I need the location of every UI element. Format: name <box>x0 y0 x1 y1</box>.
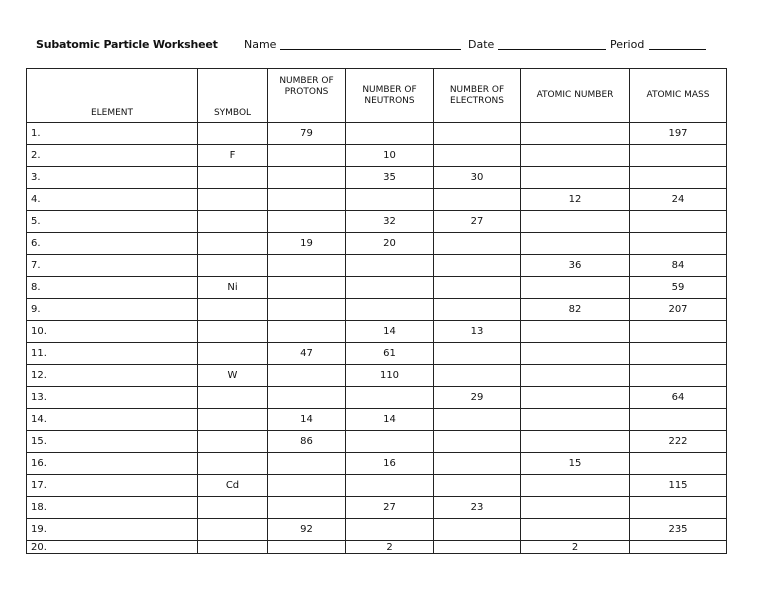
table-row <box>27 211 727 233</box>
table-cell-atomic-mass: 64 <box>630 387 727 409</box>
table-cell-atomic-mass[interactable] <box>630 233 727 255</box>
table-cell-atomic-number[interactable] <box>521 233 630 255</box>
table-cell-electrons[interactable] <box>434 299 521 321</box>
table-cell-electrons[interactable] <box>434 365 521 387</box>
table-cell-atomic-mass[interactable] <box>630 343 727 365</box>
table-cell-atomic-mass: 197 <box>630 123 727 145</box>
table-cell-atomic-mass[interactable] <box>630 211 727 233</box>
col-atomic-mass-header <box>630 69 727 123</box>
table-cell-atomic-number[interactable] <box>521 497 630 519</box>
table-cell-electrons[interactable] <box>434 431 521 453</box>
table-cell-element: 10. <box>27 321 198 343</box>
name-label: Name <box>244 38 277 51</box>
table-cell-symbol[interactable] <box>198 123 268 145</box>
table-cell-electrons[interactable] <box>434 145 521 167</box>
table-cell-protons[interactable] <box>268 167 346 189</box>
table-cell-neutrons[interactable] <box>346 123 434 145</box>
table-cell-symbol[interactable] <box>198 255 268 277</box>
table-cell-protons[interactable] <box>268 299 346 321</box>
table-cell-symbol[interactable] <box>198 497 268 519</box>
table-cell-atomic-number[interactable] <box>521 321 630 343</box>
table-row <box>27 277 727 299</box>
table-cell-electrons[interactable] <box>434 409 521 431</box>
header-label-line1: ATOMIC NUMBER <box>536 90 614 100</box>
table-cell-electrons: 13 <box>434 321 521 343</box>
table-cell-element: 6. <box>27 233 198 255</box>
table-cell-symbol: Cd <box>198 475 268 497</box>
table-cell-element: 5. <box>27 211 198 233</box>
table-row <box>27 343 727 365</box>
worksheet-header <box>36 36 736 54</box>
table-row <box>27 299 727 321</box>
table-cell-element: 8. <box>27 277 198 299</box>
table-cell-atomic-number: 82 <box>521 299 630 321</box>
table-cell-atomic-number[interactable] <box>521 519 630 541</box>
header-label-line2: ELECTRONS <box>450 95 504 106</box>
col-element-header <box>27 69 198 123</box>
table-cell-element: 15. <box>27 431 198 453</box>
table-cell-element: 7. <box>27 255 198 277</box>
period-blank[interactable] <box>649 49 706 50</box>
table-cell-neutrons: 10 <box>346 145 434 167</box>
table-cell-electrons[interactable] <box>434 453 521 475</box>
table-cell-symbol[interactable] <box>198 233 268 255</box>
table-cell-neutrons[interactable] <box>346 431 434 453</box>
table-cell-neutrons: 14 <box>346 321 434 343</box>
table-cell-symbol[interactable] <box>198 519 268 541</box>
table-cell-symbol[interactable] <box>198 189 268 211</box>
table-cell-element: 12. <box>27 365 198 387</box>
date-label: Date <box>468 38 495 51</box>
table-cell-atomic-number: 15 <box>521 453 630 475</box>
table-cell-protons: 79 <box>268 123 346 145</box>
table-cell-protons[interactable] <box>268 321 346 343</box>
table-row <box>27 519 727 541</box>
header-label-line1: NUMBER OF <box>362 84 417 95</box>
table-row <box>27 541 727 554</box>
table-cell-symbol[interactable] <box>198 211 268 233</box>
table-cell-protons[interactable] <box>268 475 346 497</box>
table-cell-electrons: 27 <box>434 211 521 233</box>
table-cell-electrons[interactable] <box>434 255 521 277</box>
table-cell-element: 1. <box>27 123 198 145</box>
table-cell-atomic-number[interactable] <box>521 431 630 453</box>
table-cell-atomic-mass: 59 <box>630 277 727 299</box>
table-row <box>27 365 727 387</box>
table-cell-symbol: W <box>198 365 268 387</box>
table-cell-element: 3. <box>27 167 198 189</box>
table-cell-protons[interactable] <box>268 365 346 387</box>
table-cell-atomic-mass: 84 <box>630 255 727 277</box>
table-cell-electrons[interactable] <box>434 233 521 255</box>
table-cell-atomic-number: 36 <box>521 255 630 277</box>
header-label-line1: NUMBER OF <box>279 76 334 86</box>
worksheet-title: Subatomic Particle Worksheet <box>36 38 218 51</box>
table-cell-atomic-mass[interactable] <box>630 365 727 387</box>
table-cell-protons[interactable] <box>268 277 346 299</box>
table-cell-protons: 14 <box>268 409 346 431</box>
header-label-line1: SYMBOL <box>213 108 252 118</box>
table-cell-element: 2. <box>27 145 198 167</box>
table-cell-neutrons: 61 <box>346 343 434 365</box>
table-cell-protons[interactable] <box>268 497 346 519</box>
table-cell-atomic-mass[interactable] <box>630 167 727 189</box>
table-cell-atomic-number[interactable] <box>521 409 630 431</box>
table-cell-element: 4. <box>27 189 198 211</box>
table-cell-atomic-mass[interactable] <box>630 453 727 475</box>
table-cell-neutrons: 32 <box>346 211 434 233</box>
table-cell-electrons: 23 <box>434 497 521 519</box>
table-cell-atomic-number[interactable] <box>521 167 630 189</box>
table-row <box>27 255 727 277</box>
table-cell-element: 16. <box>27 453 198 475</box>
table-row <box>27 409 727 431</box>
table-cell-protons[interactable] <box>268 145 346 167</box>
table-cell-atomic-number[interactable] <box>521 145 630 167</box>
table-cell-atomic-number[interactable] <box>521 365 630 387</box>
table-cell-neutrons: 35 <box>346 167 434 189</box>
table-cell-element: 13. <box>27 387 198 409</box>
table-cell-atomic-mass[interactable] <box>630 497 727 519</box>
table-cell-protons: 47 <box>268 343 346 365</box>
table-cell-element: 17. <box>27 475 198 497</box>
table-row <box>27 475 727 497</box>
table-row <box>27 497 727 519</box>
period-label: Period <box>610 38 645 51</box>
table-cell-neutrons[interactable] <box>346 189 434 211</box>
table-cell-protons[interactable] <box>268 387 346 409</box>
table-cell-neutrons[interactable] <box>346 519 434 541</box>
table-cell-atomic-number: 12 <box>521 189 630 211</box>
col-protons-header <box>268 69 346 123</box>
table-cell-atomic-number[interactable] <box>521 475 630 497</box>
table-cell-neutrons: 2 <box>346 541 434 554</box>
table-cell-protons: 92 <box>268 519 346 541</box>
table-cell-atomic-number[interactable] <box>521 343 630 365</box>
table-cell-symbol[interactable] <box>198 167 268 189</box>
table-row <box>27 431 727 453</box>
table-row <box>27 189 727 211</box>
table-cell-atomic-number[interactable] <box>521 211 630 233</box>
header-label-line1: NUMBER OF <box>449 84 505 95</box>
table-cell-atomic-mass: 115 <box>630 475 727 497</box>
table-row <box>27 167 727 189</box>
table-cell-neutrons: 110 <box>346 365 434 387</box>
table-cell-protons[interactable] <box>268 189 346 211</box>
table-cell-symbol[interactable] <box>198 343 268 365</box>
table-cell-symbol[interactable] <box>198 387 268 409</box>
table-cell-neutrons[interactable] <box>346 475 434 497</box>
table-cell-protons: 19 <box>268 233 346 255</box>
header-row <box>27 69 727 123</box>
table-row <box>27 123 727 145</box>
table-cell-symbol[interactable] <box>198 541 268 554</box>
table-cell-element: 18. <box>27 497 198 519</box>
header-label-line1: ATOMIC MASS <box>646 90 710 100</box>
table-cell-element: 9. <box>27 299 198 321</box>
table-cell-electrons[interactable] <box>434 519 521 541</box>
table-cell-protons[interactable] <box>268 255 346 277</box>
table-cell-neutrons: 27 <box>346 497 434 519</box>
table-cell-symbol[interactable] <box>198 299 268 321</box>
table-cell-neutrons[interactable] <box>346 255 434 277</box>
table-cell-neutrons[interactable] <box>346 387 434 409</box>
col-electrons-header <box>434 69 521 123</box>
table-cell-atomic-mass[interactable] <box>630 321 727 343</box>
table-cell-atomic-mass: 235 <box>630 519 727 541</box>
table-cell-electrons: 30 <box>434 167 521 189</box>
table-cell-element: 19. <box>27 519 198 541</box>
table-cell-protons: 86 <box>268 431 346 453</box>
name-blank[interactable] <box>280 49 461 50</box>
table-row <box>27 387 727 409</box>
header-label-line1: ELEMENT <box>90 108 134 118</box>
table-cell-neutrons[interactable] <box>346 277 434 299</box>
table-cell-atomic-mass[interactable] <box>630 409 727 431</box>
table-cell-atomic-number[interactable] <box>521 387 630 409</box>
table-cell-symbol[interactable] <box>198 453 268 475</box>
particle-table <box>26 68 727 554</box>
table-cell-atomic-mass[interactable] <box>630 145 727 167</box>
col-symbol-header <box>198 69 268 123</box>
table-cell-protons[interactable] <box>268 453 346 475</box>
table-body <box>27 123 727 554</box>
table-cell-electrons[interactable] <box>434 277 521 299</box>
table-cell-symbol: F <box>198 145 268 167</box>
table-row <box>27 321 727 343</box>
header-label-line2: NEUTRONS <box>364 95 415 106</box>
col-atomic-number-header <box>521 69 630 123</box>
col-neutrons-header <box>346 69 434 123</box>
table-cell-atomic-mass[interactable] <box>630 541 727 554</box>
table-cell-electrons[interactable] <box>434 343 521 365</box>
table-cell-electrons[interactable] <box>434 189 521 211</box>
table-cell-atomic-mass: 222 <box>630 431 727 453</box>
table-cell-electrons[interactable] <box>434 123 521 145</box>
table-cell-protons[interactable] <box>268 211 346 233</box>
table-cell-neutrons: 16 <box>346 453 434 475</box>
table-cell-neutrons: 20 <box>346 233 434 255</box>
table-cell-symbol[interactable] <box>198 431 268 453</box>
table-cell-symbol[interactable] <box>198 321 268 343</box>
table-cell-electrons[interactable] <box>434 475 521 497</box>
table-cell-element: 11. <box>27 343 198 365</box>
table-cell-atomic-number[interactable] <box>521 123 630 145</box>
table-row <box>27 453 727 475</box>
date-blank[interactable] <box>498 49 606 50</box>
table-cell-atomic-mass: 207 <box>630 299 727 321</box>
table-cell-symbol[interactable] <box>198 409 268 431</box>
table-cell-atomic-number: 2 <box>521 541 630 554</box>
table-cell-electrons: 29 <box>434 387 521 409</box>
table-cell-element: 14. <box>27 409 198 431</box>
header-label-line2: PROTONS <box>284 87 329 97</box>
table-row <box>27 233 727 255</box>
table-cell-electrons[interactable] <box>434 541 521 554</box>
table-row <box>27 145 727 167</box>
table-cell-symbol: Ni <box>198 277 268 299</box>
table-cell-atomic-number[interactable] <box>521 277 630 299</box>
table-cell-protons[interactable] <box>268 541 346 554</box>
table-cell-element: 20. <box>27 541 198 554</box>
table-cell-atomic-mass: 24 <box>630 189 727 211</box>
table-cell-neutrons[interactable] <box>346 299 434 321</box>
table-cell-neutrons: 14 <box>346 409 434 431</box>
